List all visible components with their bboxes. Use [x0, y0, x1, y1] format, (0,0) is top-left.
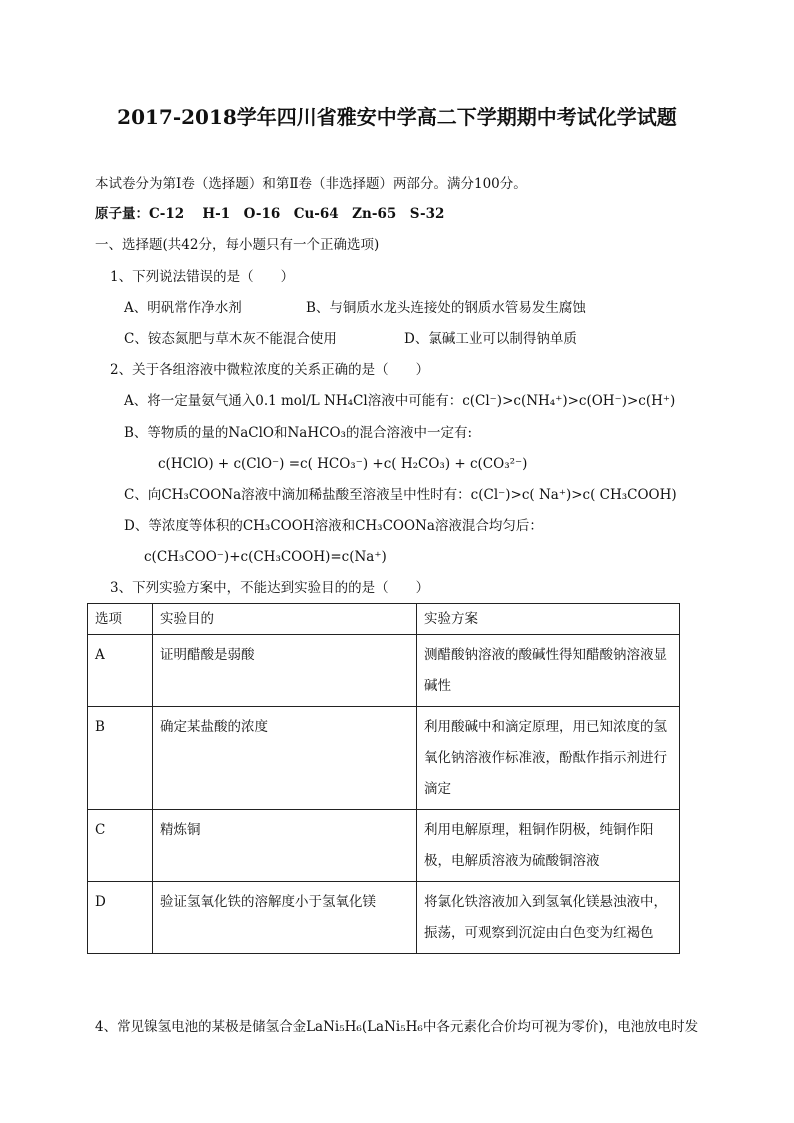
question-1-option-d: D、氯碱工业可以制得钠单质	[404, 331, 577, 347]
question-3-stem: 3、下列实验方案中，不能达到实验目的的是（ ）	[110, 580, 430, 596]
question-2-option-b-equation: c(HClO) + c(ClO⁻) =c( HCO₃⁻) +c( H₂CO₃) + c(CO₃²⁻)	[158, 456, 528, 472]
table-cell-option: D	[88, 882, 153, 954]
question-2-option-b: B、等物质的量的NaClO和NaHCO₃的混合溶液中一定有:	[124, 425, 472, 441]
table-cell-option: A	[88, 635, 153, 707]
question-2-option-a: A、将一定量氨气通入0.1 mol/L NH₄Cl溶液中可能有：c(Cl⁻)>c(NH₄⁺)>c(OH⁻)>c(H⁺)	[124, 393, 676, 409]
question-1-stem: 1、下列说法错误的是（ ）	[110, 269, 295, 285]
question-1-option-a: A、明矾常作净水剂	[124, 300, 242, 316]
question-2-option-d-equation: c(CH₃COO⁻)+c(CH₃COOH)=c(Na⁺)	[144, 549, 387, 565]
table-header-row	[88, 604, 680, 635]
experiment-table	[87, 603, 680, 954]
table-header-cell: 实验目的	[153, 604, 417, 635]
table-cell-plan: 利用酸碱中和滴定原理，用已知浓度的氢氧化钠溶液作标准液，酚酞作指示剂进行滴定	[417, 707, 680, 810]
table-cell-purpose: 证明醋酸是弱酸	[153, 635, 417, 707]
table-cell-purpose: 精炼铜	[153, 810, 417, 882]
question-4-stem: 4、常见镍氢电池的某极是储氢合金LaNi₅H₆(LaNi₅H₆中各元素化合价均可视为零价)，电池放电时发	[95, 1019, 699, 1035]
section-heading: 一、选择题(共42分，每小题只有一个正确选项)	[95, 237, 380, 253]
table-row	[88, 635, 680, 707]
exam-intro: 本试卷分为第Ⅰ卷（选择题）和第Ⅱ卷（非选择题）两部分。满分100分。	[95, 176, 527, 192]
question-2-stem: 2、关于各组溶液中微粒浓度的关系正确的是（ ）	[110, 362, 430, 378]
atomic-masses: 原子量：C-12 H-1 O-16 Cu-64 Zn-65 S-32	[95, 206, 445, 222]
table-cell-purpose: 验证氢氧化铁的溶解度小于氢氧化镁	[153, 882, 417, 954]
table-cell-plan: 利用电解原理，粗铜作阴极，纯铜作阳极，电解质溶液为硫酸铜溶液	[417, 810, 680, 882]
table-row	[88, 882, 680, 954]
page-title: 2017-2018学年四川省雅安中学高二下学期期中考试化学试题	[117, 105, 677, 129]
table-cell-purpose: 确定某盐酸的浓度	[153, 707, 417, 810]
table-header-cell: 选项	[88, 604, 153, 635]
table-cell-plan: 测醋酸钠溶液的酸碱性得知醋酸钠溶液显碱性	[417, 635, 680, 707]
question-2-option-d: D、等浓度等体积的CH₃COOH溶液和CH₃COONa溶液混合均匀后：	[124, 518, 543, 534]
table-cell-option: C	[88, 810, 153, 882]
question-2-option-c: C、向CH₃COONa溶液中滴加稀盐酸至溶液呈中性时有：c(Cl⁻)>c( Na⁺)>c( CH₃COOH)	[124, 487, 677, 503]
question-1-option-c: C、铵态氮肥与草木灰不能混合使用	[124, 331, 337, 347]
table-row	[88, 810, 680, 882]
table-row	[88, 707, 680, 810]
table-cell-option: B	[88, 707, 153, 810]
table-header-cell: 实验方案	[417, 604, 680, 635]
question-1-option-b: B、与铜质水龙头连接处的钢质水管易发生腐蚀	[306, 300, 586, 316]
table-cell-plan: 将氯化铁溶液加入到氢氧化镁悬浊液中，振荡，可观察到沉淀由白色变为红褐色	[417, 882, 680, 954]
